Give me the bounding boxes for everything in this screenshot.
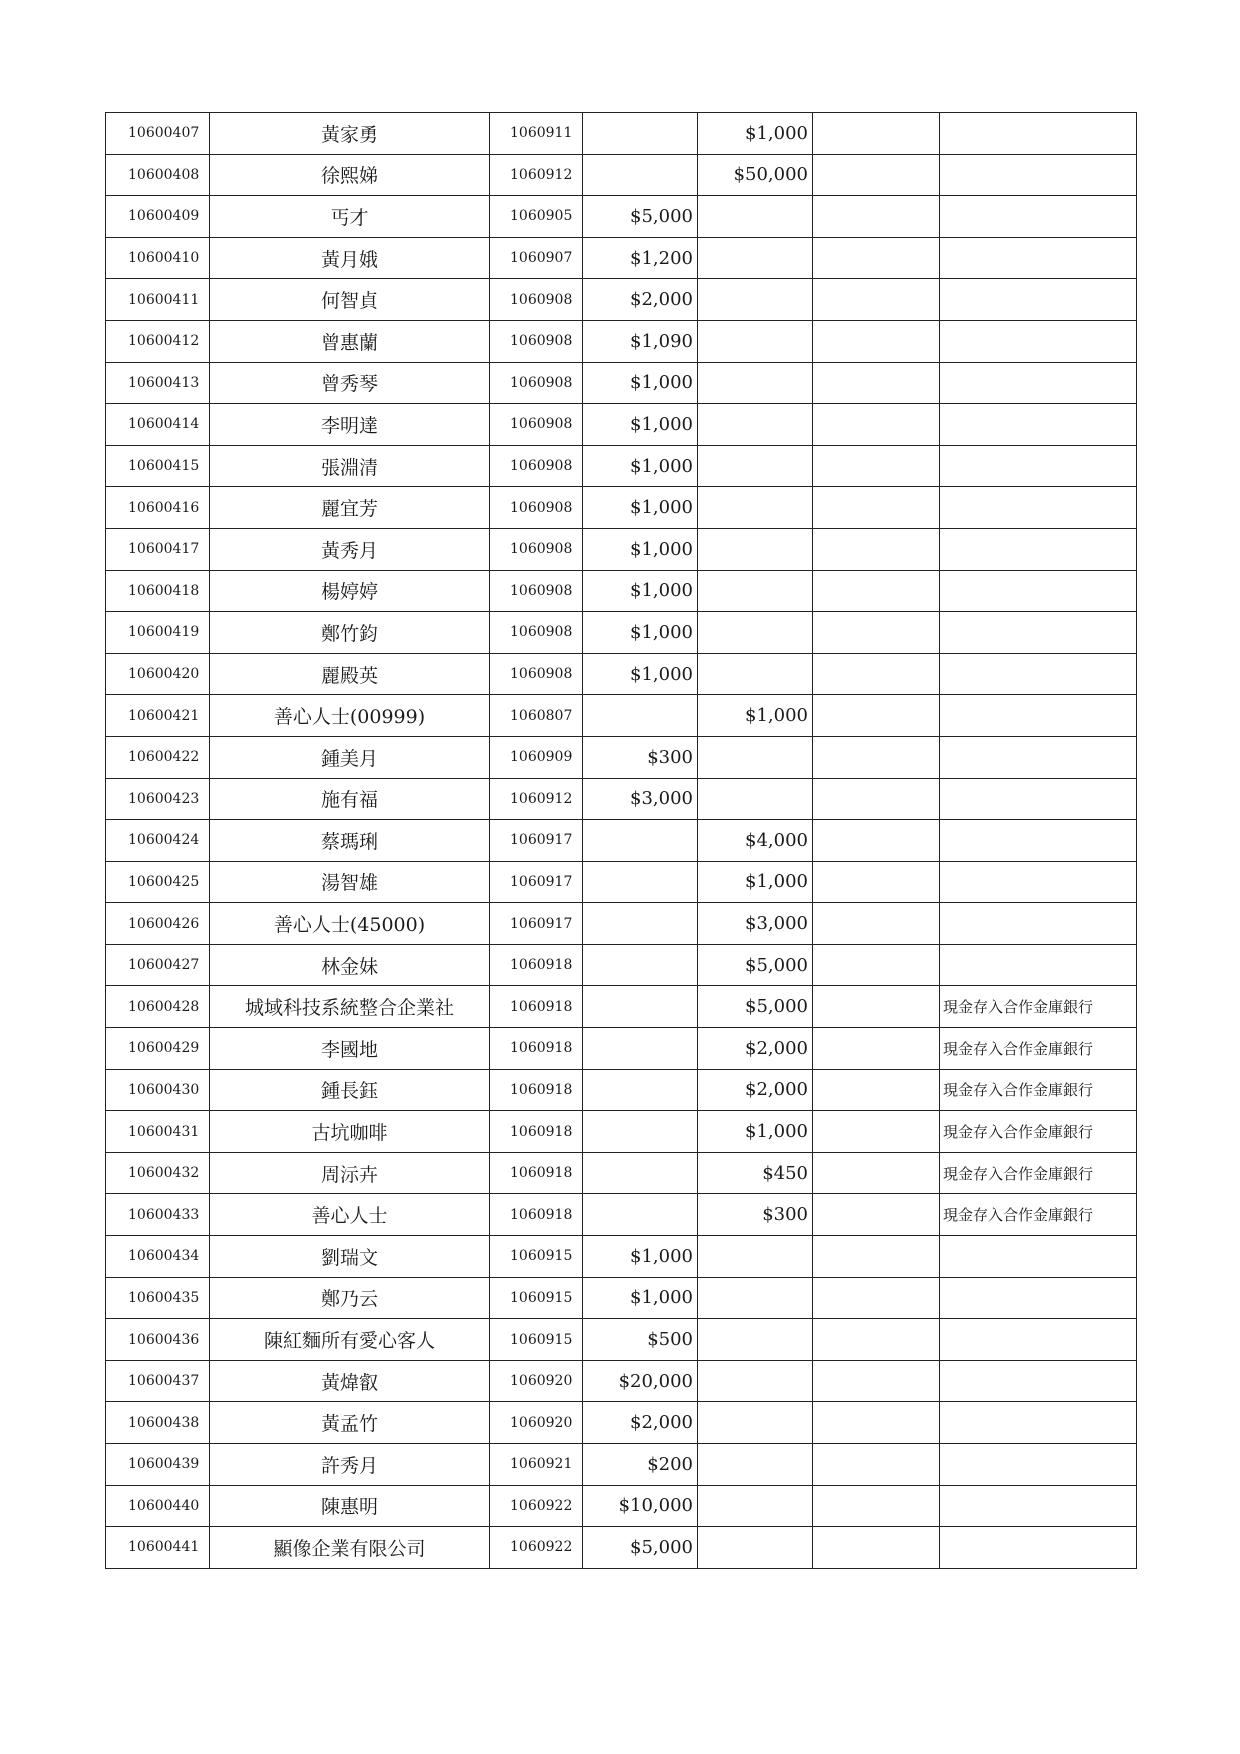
remark-cell: [940, 695, 1137, 737]
donation-date-cell: 1060905: [490, 196, 583, 238]
donation-date-cell: 1060908: [490, 320, 583, 362]
blank-cell: [813, 820, 940, 862]
remark-cell: [940, 113, 1137, 155]
receipt-number-cell: 10600428: [106, 986, 210, 1028]
donation-date-cell: 1060918: [490, 1069, 583, 1111]
blank-cell: [813, 196, 940, 238]
amount-cell-1: [583, 695, 698, 737]
receipt-number-cell: 10600436: [106, 1319, 210, 1361]
blank-cell: [813, 1194, 940, 1236]
table-row: [106, 196, 1137, 238]
remark-cell: [940, 445, 1137, 487]
donor-name-cell: 許秀月: [210, 1444, 490, 1486]
amount-cell-1: [583, 1152, 698, 1194]
blank-cell: [813, 861, 940, 903]
remark-cell: [940, 1527, 1137, 1569]
table-row: [106, 861, 1137, 903]
donation-date-cell: 1060918: [490, 1111, 583, 1153]
receipt-number-cell: 10600420: [106, 653, 210, 695]
donor-name-cell: 麗殿英: [210, 653, 490, 695]
blank-cell: [813, 154, 940, 196]
donation-date-cell: 1060918: [490, 1152, 583, 1194]
receipt-number-cell: 10600433: [106, 1194, 210, 1236]
donation-date-cell: 1060907: [490, 237, 583, 279]
amount-cell-1: $1,000: [583, 404, 698, 446]
amount-cell-2: [698, 612, 813, 654]
remark-cell: [940, 404, 1137, 446]
donation-date-cell: 1060915: [490, 1236, 583, 1278]
receipt-number-cell: 10600411: [106, 279, 210, 321]
blank-cell: [813, 362, 940, 404]
donor-name-cell: 施有福: [210, 778, 490, 820]
amount-cell-1: $1,000: [583, 362, 698, 404]
table-row: [106, 362, 1137, 404]
donation-date-cell: 1060908: [490, 487, 583, 529]
table-row: [106, 653, 1137, 695]
receipt-number-cell: 10600414: [106, 404, 210, 446]
blank-cell: [813, 986, 940, 1028]
table-row: [106, 1111, 1137, 1153]
blank-cell: [813, 944, 940, 986]
donor-name-cell: 鍾長鈺: [210, 1069, 490, 1111]
donor-name-cell: 鄭乃云: [210, 1277, 490, 1319]
amount-cell-2: [698, 1402, 813, 1444]
amount-cell-1: $1,090: [583, 320, 698, 362]
blank-cell: [813, 404, 940, 446]
donation-date-cell: 1060920: [490, 1360, 583, 1402]
donor-name-cell: 劉瑞文: [210, 1236, 490, 1278]
donor-name-cell: 陳惠明: [210, 1485, 490, 1527]
blank-cell: [813, 1444, 940, 1486]
donation-date-cell: 1060922: [490, 1485, 583, 1527]
amount-cell-1: $200: [583, 1444, 698, 1486]
donor-name-cell: 黃月娥: [210, 237, 490, 279]
amount-cell-2: $5,000: [698, 986, 813, 1028]
amount-cell-2: $450: [698, 1152, 813, 1194]
amount-cell-2: [698, 196, 813, 238]
donor-name-cell: 曾秀琴: [210, 362, 490, 404]
donor-name-cell: 善心人士(45000): [210, 903, 490, 945]
receipt-number-cell: 10600426: [106, 903, 210, 945]
remark-cell: [940, 1319, 1137, 1361]
receipt-number-cell: 10600419: [106, 612, 210, 654]
donation-date-cell: 1060908: [490, 653, 583, 695]
amount-cell-1: $20,000: [583, 1360, 698, 1402]
remark-cell: [940, 1277, 1137, 1319]
amount-cell-2: [698, 1485, 813, 1527]
amount-cell-1: $1,000: [583, 1277, 698, 1319]
blank-cell: [813, 612, 940, 654]
amount-cell-1: [583, 1111, 698, 1153]
table-row: [106, 279, 1137, 321]
remark-cell: 現金存入合作金庫銀行: [940, 1028, 1137, 1070]
table-row: [106, 320, 1137, 362]
amount-cell-1: $1,000: [583, 445, 698, 487]
donor-name-cell: 楊婷婷: [210, 570, 490, 612]
donation-date-cell: 1060908: [490, 528, 583, 570]
donation-date-cell: 1060921: [490, 1444, 583, 1486]
table-row: [106, 404, 1137, 446]
remark-cell: [940, 903, 1137, 945]
donation-date-cell: 1060918: [490, 986, 583, 1028]
blank-cell: [813, 1402, 940, 1444]
amount-cell-2: [698, 570, 813, 612]
amount-cell-2: $1,000: [698, 1111, 813, 1153]
donation-date-cell: 1060918: [490, 1028, 583, 1070]
amount-cell-2: [698, 362, 813, 404]
blank-cell: [813, 570, 940, 612]
remark-cell: [940, 487, 1137, 529]
table-row: [106, 1360, 1137, 1402]
table-row: [106, 1527, 1137, 1569]
donation-date-cell: 1060912: [490, 154, 583, 196]
receipt-number-cell: 10600438: [106, 1402, 210, 1444]
receipt-number-cell: 10600408: [106, 154, 210, 196]
amount-cell-2: $1,000: [698, 861, 813, 903]
remark-cell: [940, 612, 1137, 654]
receipt-number-cell: 10600415: [106, 445, 210, 487]
blank-cell: [813, 1111, 940, 1153]
blank-cell: [813, 1236, 940, 1278]
table-row: [106, 695, 1137, 737]
amount-cell-1: [583, 861, 698, 903]
receipt-number-cell: 10600430: [106, 1069, 210, 1111]
blank-cell: [813, 1277, 940, 1319]
blank-cell: [813, 1028, 940, 1070]
receipt-number-cell: 10600413: [106, 362, 210, 404]
receipt-number-cell: 10600407: [106, 113, 210, 155]
blank-cell: [813, 320, 940, 362]
donation-date-cell: 1060908: [490, 445, 583, 487]
receipt-number-cell: 10600416: [106, 487, 210, 529]
receipt-number-cell: 10600441: [106, 1527, 210, 1569]
amount-cell-1: [583, 1028, 698, 1070]
amount-cell-1: $1,000: [583, 1236, 698, 1278]
remark-cell: [940, 1444, 1137, 1486]
donor-name-cell: 林金妹: [210, 944, 490, 986]
remark-cell: [940, 944, 1137, 986]
table-row: [106, 528, 1137, 570]
table-row: [106, 1402, 1137, 1444]
amount-cell-1: $1,000: [583, 487, 698, 529]
receipt-number-cell: 10600412: [106, 320, 210, 362]
remark-cell: 現金存入合作金庫銀行: [940, 1152, 1137, 1194]
donor-name-cell: 何智貞: [210, 279, 490, 321]
donation-date-cell: 1060920: [490, 1402, 583, 1444]
donor-name-cell: 麗宜芳: [210, 487, 490, 529]
receipt-number-cell: 10600440: [106, 1485, 210, 1527]
donor-name-cell: 曾惠蘭: [210, 320, 490, 362]
remark-cell: [940, 528, 1137, 570]
amount-cell-2: $3,000: [698, 903, 813, 945]
amount-cell-1: $2,000: [583, 1402, 698, 1444]
table-row: [106, 113, 1137, 155]
donor-name-cell: 張淵清: [210, 445, 490, 487]
amount-cell-2: [698, 487, 813, 529]
donor-name-cell: 善心人士(00999): [210, 695, 490, 737]
receipt-number-cell: 10600410: [106, 237, 210, 279]
amount-cell-2: $4,000: [698, 820, 813, 862]
receipt-number-cell: 10600425: [106, 861, 210, 903]
donor-name-cell: 陳紅麵所有愛心客人: [210, 1319, 490, 1361]
table-row: [106, 820, 1137, 862]
remark-cell: [940, 1236, 1137, 1278]
donation-date-cell: 1060918: [490, 944, 583, 986]
table-row: [106, 1277, 1137, 1319]
blank-cell: [813, 903, 940, 945]
amount-cell-1: [583, 154, 698, 196]
ledger-body: [106, 113, 1137, 1569]
receipt-number-cell: 10600418: [106, 570, 210, 612]
amount-cell-1: [583, 113, 698, 155]
receipt-number-cell: 10600417: [106, 528, 210, 570]
amount-cell-2: $5,000: [698, 944, 813, 986]
amount-cell-2: $2,000: [698, 1028, 813, 1070]
donor-name-cell: 丐才: [210, 196, 490, 238]
amount-cell-2: [698, 237, 813, 279]
table-row: [106, 1319, 1137, 1361]
remark-cell: 現金存入合作金庫銀行: [940, 1194, 1137, 1236]
table-row: [106, 903, 1137, 945]
blank-cell: [813, 487, 940, 529]
remark-cell: [940, 320, 1137, 362]
amount-cell-2: [698, 1319, 813, 1361]
blank-cell: [813, 736, 940, 778]
donor-name-cell: 徐熙娣: [210, 154, 490, 196]
receipt-number-cell: 10600437: [106, 1360, 210, 1402]
donation-date-cell: 1060912: [490, 778, 583, 820]
donor-name-cell: 湯智雄: [210, 861, 490, 903]
table-row: [106, 986, 1137, 1028]
amount-cell-2: [698, 1360, 813, 1402]
donor-name-cell: 李國地: [210, 1028, 490, 1070]
amount-cell-1: [583, 1194, 698, 1236]
amount-cell-2: [698, 1527, 813, 1569]
amount-cell-2: [698, 778, 813, 820]
blank-cell: [813, 528, 940, 570]
remark-cell: [940, 861, 1137, 903]
blank-cell: [813, 279, 940, 321]
blank-cell: [813, 1527, 940, 1569]
receipt-number-cell: 10600427: [106, 944, 210, 986]
donor-name-cell: 蔡瑪琍: [210, 820, 490, 862]
donor-name-cell: 顯像企業有限公司: [210, 1527, 490, 1569]
table-row: [106, 570, 1137, 612]
amount-cell-1: [583, 986, 698, 1028]
amount-cell-1: $5,000: [583, 196, 698, 238]
receipt-number-cell: 10600429: [106, 1028, 210, 1070]
donation-date-cell: 1060908: [490, 279, 583, 321]
amount-cell-2: [698, 736, 813, 778]
donor-name-cell: 黃孟竹: [210, 1402, 490, 1444]
table-row: [106, 1194, 1137, 1236]
blank-cell: [813, 695, 940, 737]
receipt-number-cell: 10600409: [106, 196, 210, 238]
donor-name-cell: 李明達: [210, 404, 490, 446]
remark-cell: 現金存入合作金庫銀行: [940, 1111, 1137, 1153]
donation-date-cell: 1060917: [490, 861, 583, 903]
donor-name-cell: 黃煒叡: [210, 1360, 490, 1402]
amount-cell-1: $1,000: [583, 528, 698, 570]
amount-cell-2: [698, 1277, 813, 1319]
remark-cell: [940, 362, 1137, 404]
amount-cell-1: [583, 903, 698, 945]
amount-cell-1: $300: [583, 736, 698, 778]
donation-date-cell: 1060915: [490, 1277, 583, 1319]
receipt-number-cell: 10600422: [106, 736, 210, 778]
table-row: [106, 778, 1137, 820]
amount-cell-2: [698, 404, 813, 446]
table-row: [106, 1444, 1137, 1486]
donation-date-cell: 1060909: [490, 736, 583, 778]
table-row: [106, 1152, 1137, 1194]
receipt-number-cell: 10600435: [106, 1277, 210, 1319]
blank-cell: [813, 445, 940, 487]
table-row: [106, 612, 1137, 654]
amount-cell-1: $2,000: [583, 279, 698, 321]
amount-cell-1: [583, 1069, 698, 1111]
donor-name-cell: 黃家勇: [210, 113, 490, 155]
remark-cell: [940, 1360, 1137, 1402]
donor-name-cell: 周沶卉: [210, 1152, 490, 1194]
remark-cell: [940, 279, 1137, 321]
donation-date-cell: 1060908: [490, 570, 583, 612]
donor-name-cell: 鍾美月: [210, 736, 490, 778]
blank-cell: [813, 1360, 940, 1402]
amount-cell-1: $10,000: [583, 1485, 698, 1527]
amount-cell-2: [698, 279, 813, 321]
amount-cell-2: [698, 320, 813, 362]
receipt-number-cell: 10600421: [106, 695, 210, 737]
remark-cell: [940, 1485, 1137, 1527]
amount-cell-2: $50,000: [698, 154, 813, 196]
donation-date-cell: 1060908: [490, 404, 583, 446]
amount-cell-1: [583, 820, 698, 862]
amount-cell-1: $500: [583, 1319, 698, 1361]
donor-name-cell: 古坑咖啡: [210, 1111, 490, 1153]
amount-cell-2: $1,000: [698, 113, 813, 155]
blank-cell: [813, 1319, 940, 1361]
donation-date-cell: 1060917: [490, 820, 583, 862]
receipt-number-cell: 10600431: [106, 1111, 210, 1153]
table-row: [106, 154, 1137, 196]
remark-cell: 現金存入合作金庫銀行: [940, 1069, 1137, 1111]
remark-cell: [940, 820, 1137, 862]
remark-cell: [940, 1402, 1137, 1444]
receipt-number-cell: 10600439: [106, 1444, 210, 1486]
amount-cell-2: [698, 1444, 813, 1486]
amount-cell-2: [698, 445, 813, 487]
amount-cell-1: $1,000: [583, 653, 698, 695]
blank-cell: [813, 113, 940, 155]
receipt-number-cell: 10600434: [106, 1236, 210, 1278]
amount-cell-2: $2,000: [698, 1069, 813, 1111]
amount-cell-2: [698, 653, 813, 695]
receipt-number-cell: 10600432: [106, 1152, 210, 1194]
amount-cell-1: $5,000: [583, 1527, 698, 1569]
table-row: [106, 736, 1137, 778]
donation-date-cell: 1060911: [490, 113, 583, 155]
remark-cell: [940, 196, 1137, 238]
amount-cell-2: [698, 1236, 813, 1278]
donation-date-cell: 1060915: [490, 1319, 583, 1361]
remark-cell: [940, 736, 1137, 778]
amount-cell-1: $1,200: [583, 237, 698, 279]
blank-cell: [813, 1485, 940, 1527]
table-row: [106, 1236, 1137, 1278]
remark-cell: 現金存入合作金庫銀行: [940, 986, 1137, 1028]
amount-cell-1: $1,000: [583, 570, 698, 612]
donation-date-cell: 1060908: [490, 612, 583, 654]
amount-cell-2: [698, 528, 813, 570]
table-row: [106, 237, 1137, 279]
donation-ledger-table: [105, 112, 1137, 1569]
blank-cell: [813, 237, 940, 279]
amount-cell-1: $1,000: [583, 612, 698, 654]
donor-name-cell: 城域科技系統整合企業社: [210, 986, 490, 1028]
donation-date-cell: 1060918: [490, 1194, 583, 1236]
remark-cell: [940, 154, 1137, 196]
receipt-number-cell: 10600424: [106, 820, 210, 862]
remark-cell: [940, 778, 1137, 820]
table-row: [106, 1485, 1137, 1527]
donation-date-cell: 1060917: [490, 903, 583, 945]
donation-date-cell: 1060908: [490, 362, 583, 404]
donor-name-cell: 鄭竹鈞: [210, 612, 490, 654]
amount-cell-1: $3,000: [583, 778, 698, 820]
blank-cell: [813, 653, 940, 695]
table-row: [106, 1069, 1137, 1111]
table-row: [106, 445, 1137, 487]
remark-cell: [940, 570, 1137, 612]
donor-name-cell: 黃秀月: [210, 528, 490, 570]
blank-cell: [813, 778, 940, 820]
amount-cell-2: $300: [698, 1194, 813, 1236]
donation-date-cell: 1060807: [490, 695, 583, 737]
blank-cell: [813, 1152, 940, 1194]
remark-cell: [940, 653, 1137, 695]
amount-cell-2: $1,000: [698, 695, 813, 737]
table-row: [106, 487, 1137, 529]
donation-date-cell: 1060922: [490, 1527, 583, 1569]
remark-cell: [940, 237, 1137, 279]
donor-name-cell: 善心人士: [210, 1194, 490, 1236]
blank-cell: [813, 1069, 940, 1111]
table-row: [106, 944, 1137, 986]
table-row: [106, 1028, 1137, 1070]
receipt-number-cell: 10600423: [106, 778, 210, 820]
amount-cell-1: [583, 944, 698, 986]
